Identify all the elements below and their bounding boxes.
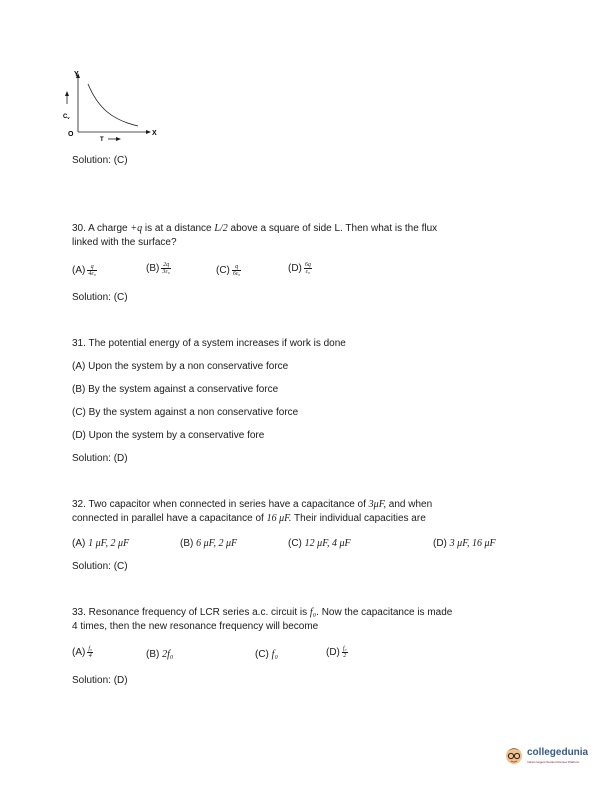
x-axis-arrow <box>146 130 151 134</box>
q33-option-b: (B) 2f₀ <box>146 649 174 660</box>
origin-label: O <box>68 131 74 138</box>
q32-option-c: (C) 12 μF, 4 μF <box>288 538 351 549</box>
q31-option-a: (A) Upon the system by a non conservative force <box>72 361 289 372</box>
q32-line1: 32. Two capacitor when connected in series have a capacitance of 3μF, and when <box>72 499 433 510</box>
cv-label: C <box>63 114 68 120</box>
q32-solution: Solution: (C) <box>72 561 128 572</box>
series-capacitance: 3μF, <box>368 499 387 510</box>
charge-symbol: +q <box>130 223 143 234</box>
logo-tagline: India's largest Student Review Platform <box>527 760 580 764</box>
q31-question: 31. The potential energy of a system increases if work is done <box>72 338 346 349</box>
q31-option-b: (B) By the system against a conservative force <box>72 384 279 395</box>
cv-arrow-head <box>65 91 69 96</box>
q30-option-a: (A) $\frac{q}{\text{4ε₀}}$ <box>72 264 96 277</box>
q33-option-c: (C) f₀ <box>255 649 278 660</box>
q30-option-b: (B) $\frac{2q}{\text{3ε₀}}$ <box>146 262 170 275</box>
q32-option-b: (B) 6 μF, 2 μF <box>180 538 238 549</box>
q30-option-d: (D) $\frac{6q}{\text{ε₀}}$ <box>288 262 311 275</box>
q33-line1: 33. Resonance frequency of LCR series a.c. circuit is f₀. Now the capacitance is made <box>72 607 453 618</box>
parallel-capacitance: 16 μF. <box>266 513 292 524</box>
q30-line1: 30. A charge +q is at a distance L/2 above a square of side L. Then what is the flux <box>72 223 438 234</box>
q30-solution: Solution: (C) <box>72 292 128 303</box>
q33-option-a: (A) $\frac{\text{f₀}}{4}$ <box>72 646 93 659</box>
q32-line2: connected in parallel have a capacitance of 16 μF. Their individual capacities are <box>72 513 426 524</box>
t-label: T <box>100 137 104 143</box>
q33-solution: Solution: (D) <box>72 675 128 686</box>
y-axis-label: Y <box>74 71 79 78</box>
cv-vs-t-graph <box>60 70 160 160</box>
distance-symbol: L/2 <box>214 223 228 234</box>
q31-option-d: (D) Upon the system by a conservative fore <box>72 430 265 441</box>
q32-option-d: (D) 3 μF, 16 μF <box>433 538 496 549</box>
logo-wordmark: collegedunia <box>527 747 589 758</box>
t-arrow-head <box>116 137 121 141</box>
q30-line2: linked with the surface? <box>72 237 177 248</box>
mascot-logo-icon <box>503 743 525 767</box>
resonance-frequency: f₀ <box>309 607 317 618</box>
q30-option-c: (C) $\frac{q}{\text{6ε₀}}$ <box>216 264 241 277</box>
svg-text:Cv <box>63 114 70 120</box>
decay-curve <box>88 84 138 126</box>
q29-solution: Solution: (C) <box>72 155 128 166</box>
cv-subscript: v <box>67 115 70 120</box>
q33-option-d: (D) $\frac{\text{f₀}}{2}$ <box>326 646 347 659</box>
q32-option-a: (A) 1 μF, 2 μF <box>72 538 130 549</box>
q31-option-c: (C) By the system against a non conservative force <box>72 407 299 418</box>
q33-line2: 4 times, then the new resonance frequency will become <box>72 621 319 632</box>
q31-solution: Solution: (D) <box>72 453 128 464</box>
x-axis-label: X <box>152 130 157 137</box>
